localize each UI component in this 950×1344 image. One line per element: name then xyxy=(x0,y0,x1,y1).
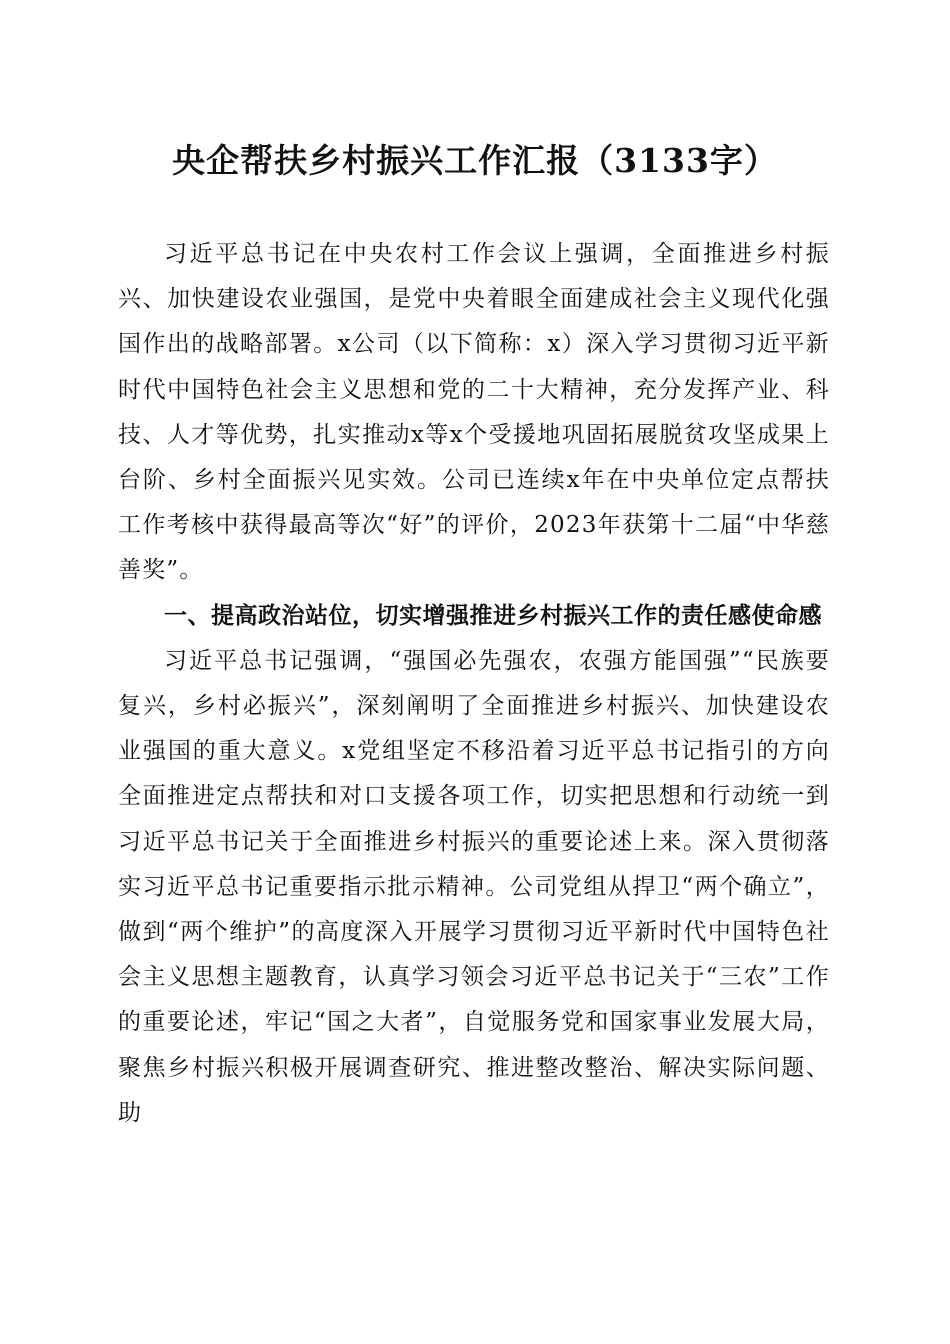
document-body xyxy=(118,232,830,1136)
section-heading-1: 一、提高政治站位，切实增强推进乡村振兴工作的责任感使命感 xyxy=(164,602,822,629)
intro-paragraph: 习近平总书记在中央农村工作会议上强调，全面推进乡村振兴、加快建设农业强国，是党中央着眼全面建成社会主义现代化强国作出的战略部署。x公司（以下简称：x）深入学习贯彻习近平新时代中国特色社会主义思想和党的二十大精神，充分发挥产业、科技、人才等优势，扎实推动x等x个受援地巩固拓展脱贫攻坚成果上台阶、乡村全面振兴见实效。公司已连续x年在中央单位定点帮扶工作考核中获得最高等次“好”的评价，2023年获第十二届“中华慈善奖”。 xyxy=(118,241,830,584)
section-1-paragraph: 习近平总书记强调，“强国必先强农，农强方能国强”“民族要复兴，乡村必振兴”，深刻阐明了全面推进乡村振兴、加快建设农业强国的重大意义。x党组坚定不移沿着习近平总书记指引的方向全面推进定点帮扶和对口支援各项工作，切实把思想和行动统一到习近平总书记关于全面推进乡村振兴的重要论述上来。深入贯彻落实习近平总书记重要指示批示精神。公司党组从捍卫“两个确立”，做到“两个维护”的高度深入开展学习贯彻习近平新时代中国特色社会主义思想主题教育，认真学习领会习近平总书记关于“三农”工作的重要论述，牢记“国之大者”，自觉服务党和国家事业发展大局，聚焦乡村振兴积极开展调查研究、推进整改整治、解决实际问题、助 xyxy=(118,647,830,1126)
document-title: 央企帮扶乡村振兴工作汇报（3133字） xyxy=(172,141,778,180)
